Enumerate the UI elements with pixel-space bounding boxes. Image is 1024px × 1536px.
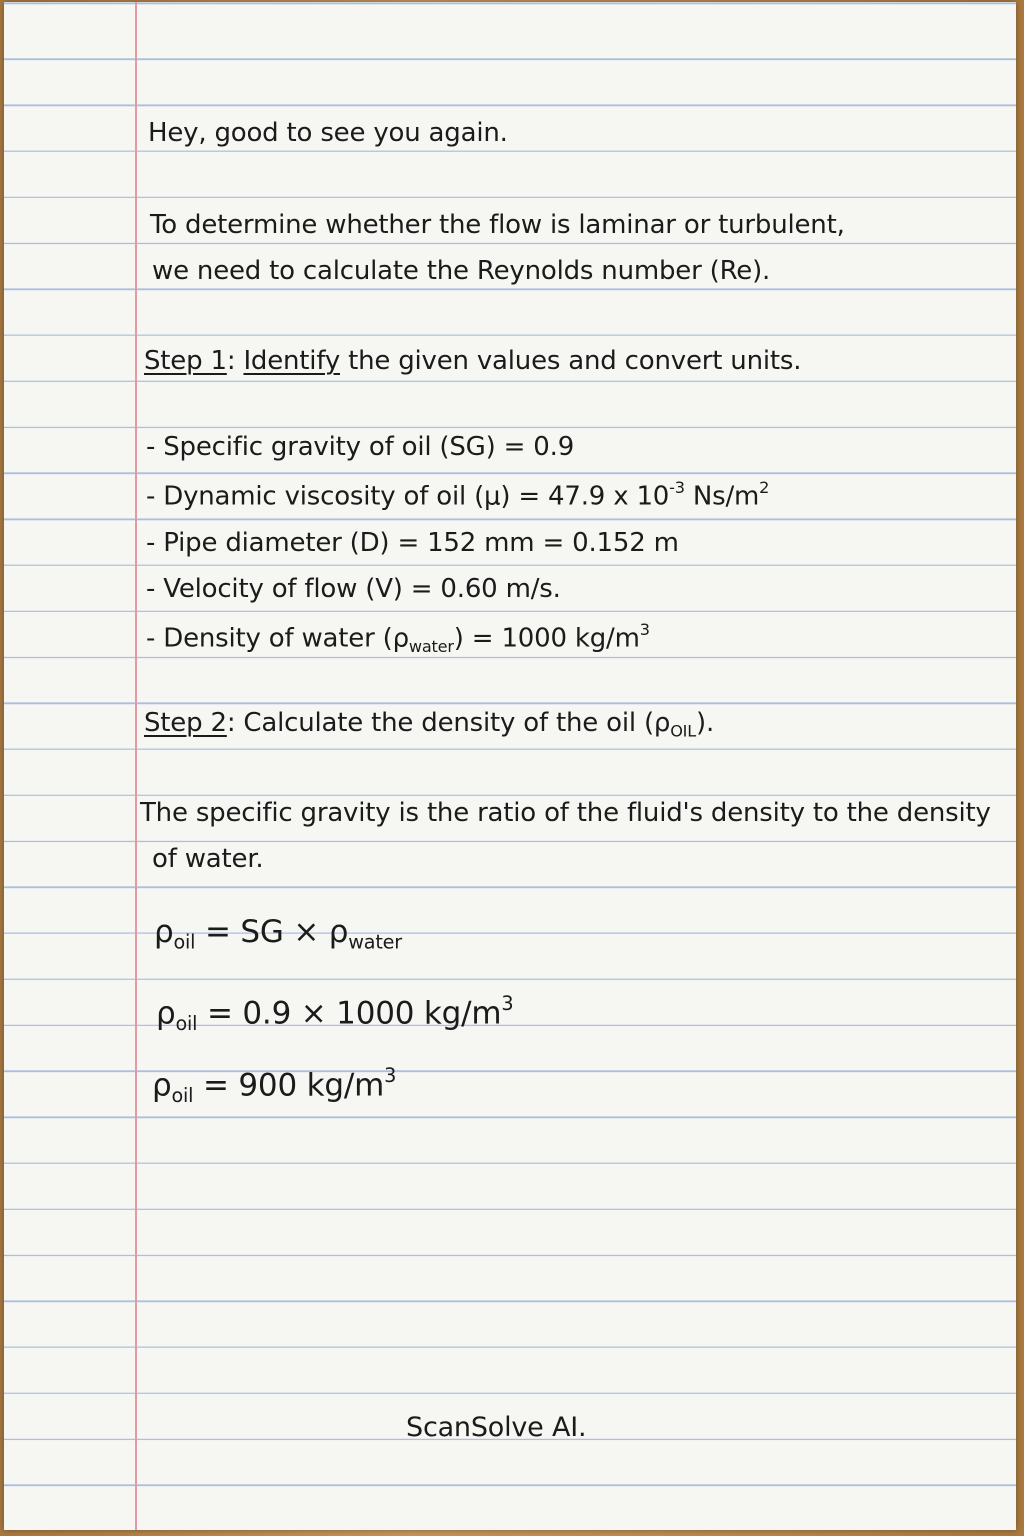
eq2-rhs: = 0.9 × 1000 kg/m [197,995,502,1032]
equation-oil-density-result [152,1064,396,1107]
step2-rest: : Calculate the density of the oil (ρ [226,708,671,738]
eq2-lhs: ρ [156,995,176,1032]
water-density-exponent: 3 [639,620,650,639]
equation-oil-density-substitution [156,992,513,1035]
step1-identify: Identify [243,346,341,376]
viscosity-unit-exponent: 2 [759,478,770,497]
eq3-lhs-subscript: oil [171,1084,194,1108]
given-velocity: - Velocity of flow (V) = 0.60 m/s. [146,574,561,604]
eq3-exponent: 3 [384,1064,397,1087]
step2-close: ). [696,708,715,738]
explanation-line-1: The specific gravity is the ratio of the fluid's density to the density [140,798,991,828]
step1-rest: the given values and convert units. [340,346,802,376]
intro-line-1: To determine whether the flow is laminar or turbulent, [150,210,845,240]
water-density-value: ) = 1000 kg/m [453,623,640,654]
explanation-line-2: of water. [152,844,264,874]
notebook-page [4,2,1016,1530]
given-dynamic-viscosity [146,478,769,511]
step2-label: Step 2 [144,708,227,738]
margin-line [135,2,137,1530]
intro-line-2: we need to calculate the Reynolds number (Re). [152,256,771,286]
eq3-rhs: = 900 kg/m [193,1067,385,1104]
eq1-lhs: ρ [154,914,174,950]
given-specific-gravity: - Specific gravity of oil (SG) = 0.9 [146,432,575,462]
step2-subscript: OIL [670,721,696,741]
step1-heading [144,346,801,376]
eq1-lhs-subscript: oil [173,930,196,954]
step1-label: Step 1 [144,346,227,376]
step2-heading [144,708,714,741]
eq1-rhs-subscript: water [348,930,402,954]
water-density-subscript: water [408,636,454,656]
eq1-mid: = SG × ρ [195,914,349,950]
greeting-text: Hey, good to see you again. [148,118,508,148]
eq2-exponent: 3 [501,992,514,1015]
eq2-lhs-subscript: oil [175,1012,198,1036]
viscosity-text: - Dynamic viscosity of oil (μ) = 47.9 x 10 [146,481,670,512]
given-pipe-diameter: - Pipe diameter (D) = 152 mm = 0.152 m [146,528,679,558]
given-water-density [146,620,650,656]
eq3-lhs: ρ [152,1067,172,1104]
water-density-text: - Density of water (ρ [146,623,409,654]
footer-brand: ScanSolve AI. [406,1412,587,1443]
viscosity-exponent: -3 [669,478,685,497]
viscosity-unit: Ns/m [684,481,760,512]
equation-oil-density-formula [154,914,402,954]
step1-colon: : [226,346,236,376]
